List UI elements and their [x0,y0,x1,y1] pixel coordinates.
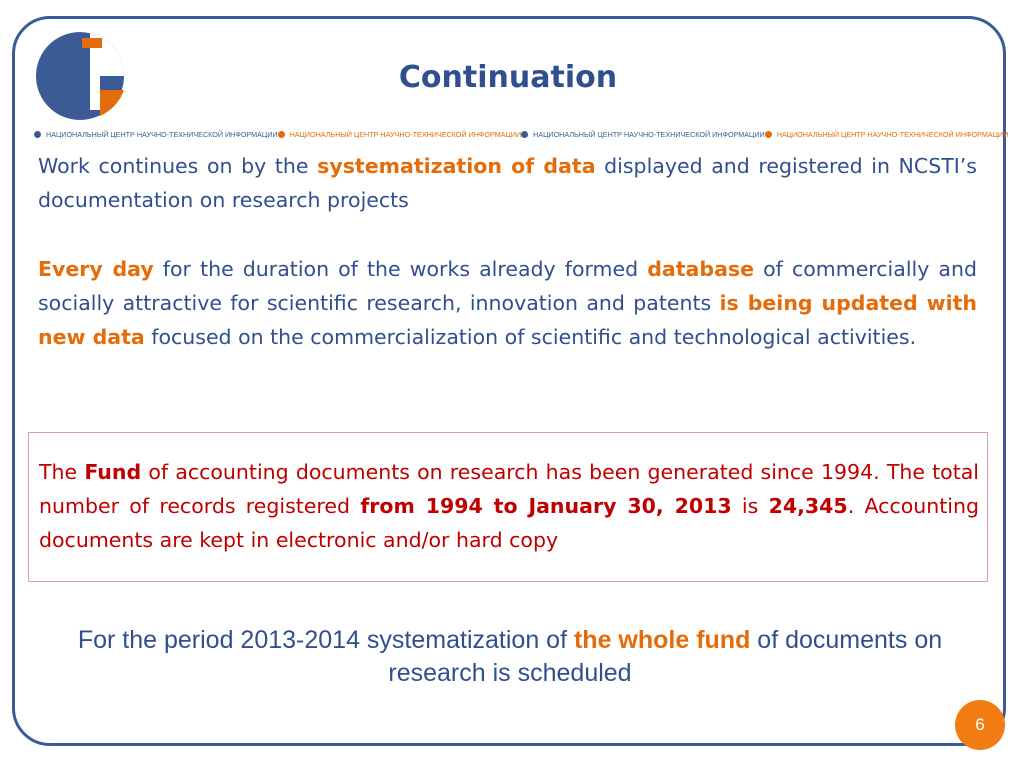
p2-text: of commercially and socially attractive for scientific research, innovation and patents [38,257,977,315]
ribbon-dot-icon [34,131,41,138]
ribbon-dot-icon [765,131,772,138]
ribbon-text: НАЦИОНАЛЬНЫЙ ЦЕНТР НАУЧНО-ТЕХНИЧЕСКОЙ ИНФОРМАЦИИ [776,129,1009,139]
fund-segment: of accounting documents on research has been generated since 1994. The total number of records registered [39,460,979,518]
fund-segment: is [731,494,769,518]
p2-highlight: Every day [38,257,154,281]
p2-text: for the duration of the works already formed [153,257,648,281]
p2-text: focused on the commercialization of scientific and technological activities. [144,325,917,349]
footer-statement [60,624,960,690]
header-ribbon [34,127,1009,141]
ribbon-text: НАЦИОНАЛЬНЫЙ ЦЕНТР НАУЧНО-ТЕХНИЧЕСКОЙ ИНФОРМАЦИИ [289,129,522,139]
ncsti-logo-icon [34,30,126,122]
p2-highlight: is being updated with new data [38,291,977,349]
page-number-badge: 6 [955,700,1005,750]
paragraph-database [38,252,977,354]
ribbon-dot-icon [521,131,528,138]
footer-highlight: the whole fund [573,626,751,654]
p1-text: displayed and registered in NCSTI’s documentation on research projects [38,154,977,212]
fund-bold: 24,345 [768,494,848,518]
paragraph-systematization [38,149,977,217]
ribbon-dot-icon [278,131,285,138]
p1-text: Work continues on by the [38,154,318,178]
fund-segment: . Accounting documents are kept in electronic and/or hard copy [39,494,979,552]
fund-bold: Fund [84,460,142,484]
footer-text: For the period 2013-2014 systematization of [77,626,574,654]
fund-segment: The [39,460,85,484]
ribbon-item [34,130,278,139]
ribbon-text: НАЦИОНАЛЬНЫЙ ЦЕНТР НАУЧНО-ТЕХНИЧЕСКОЙ ИНФОРМАЦИИ [533,129,765,139]
ribbon-item [765,130,1009,139]
fund-bold: from 1994 to January 30, 2013 [360,494,732,518]
fund-text [39,455,979,557]
ribbon-item [278,130,522,139]
ribbon-item [521,130,765,139]
fund-box [28,432,988,582]
ribbon-text: НАЦИОНАЛЬНЫЙ ЦЕНТР НАУЧНО-ТЕХНИЧЕСКОЙ ИНФОРМАЦИИ [46,129,278,139]
slide-title: Continuation [398,60,618,95]
footer-text: of documents on research is scheduled [388,626,943,687]
p1-highlight: systematization of data [317,154,596,178]
p2-highlight: database [647,257,755,281]
